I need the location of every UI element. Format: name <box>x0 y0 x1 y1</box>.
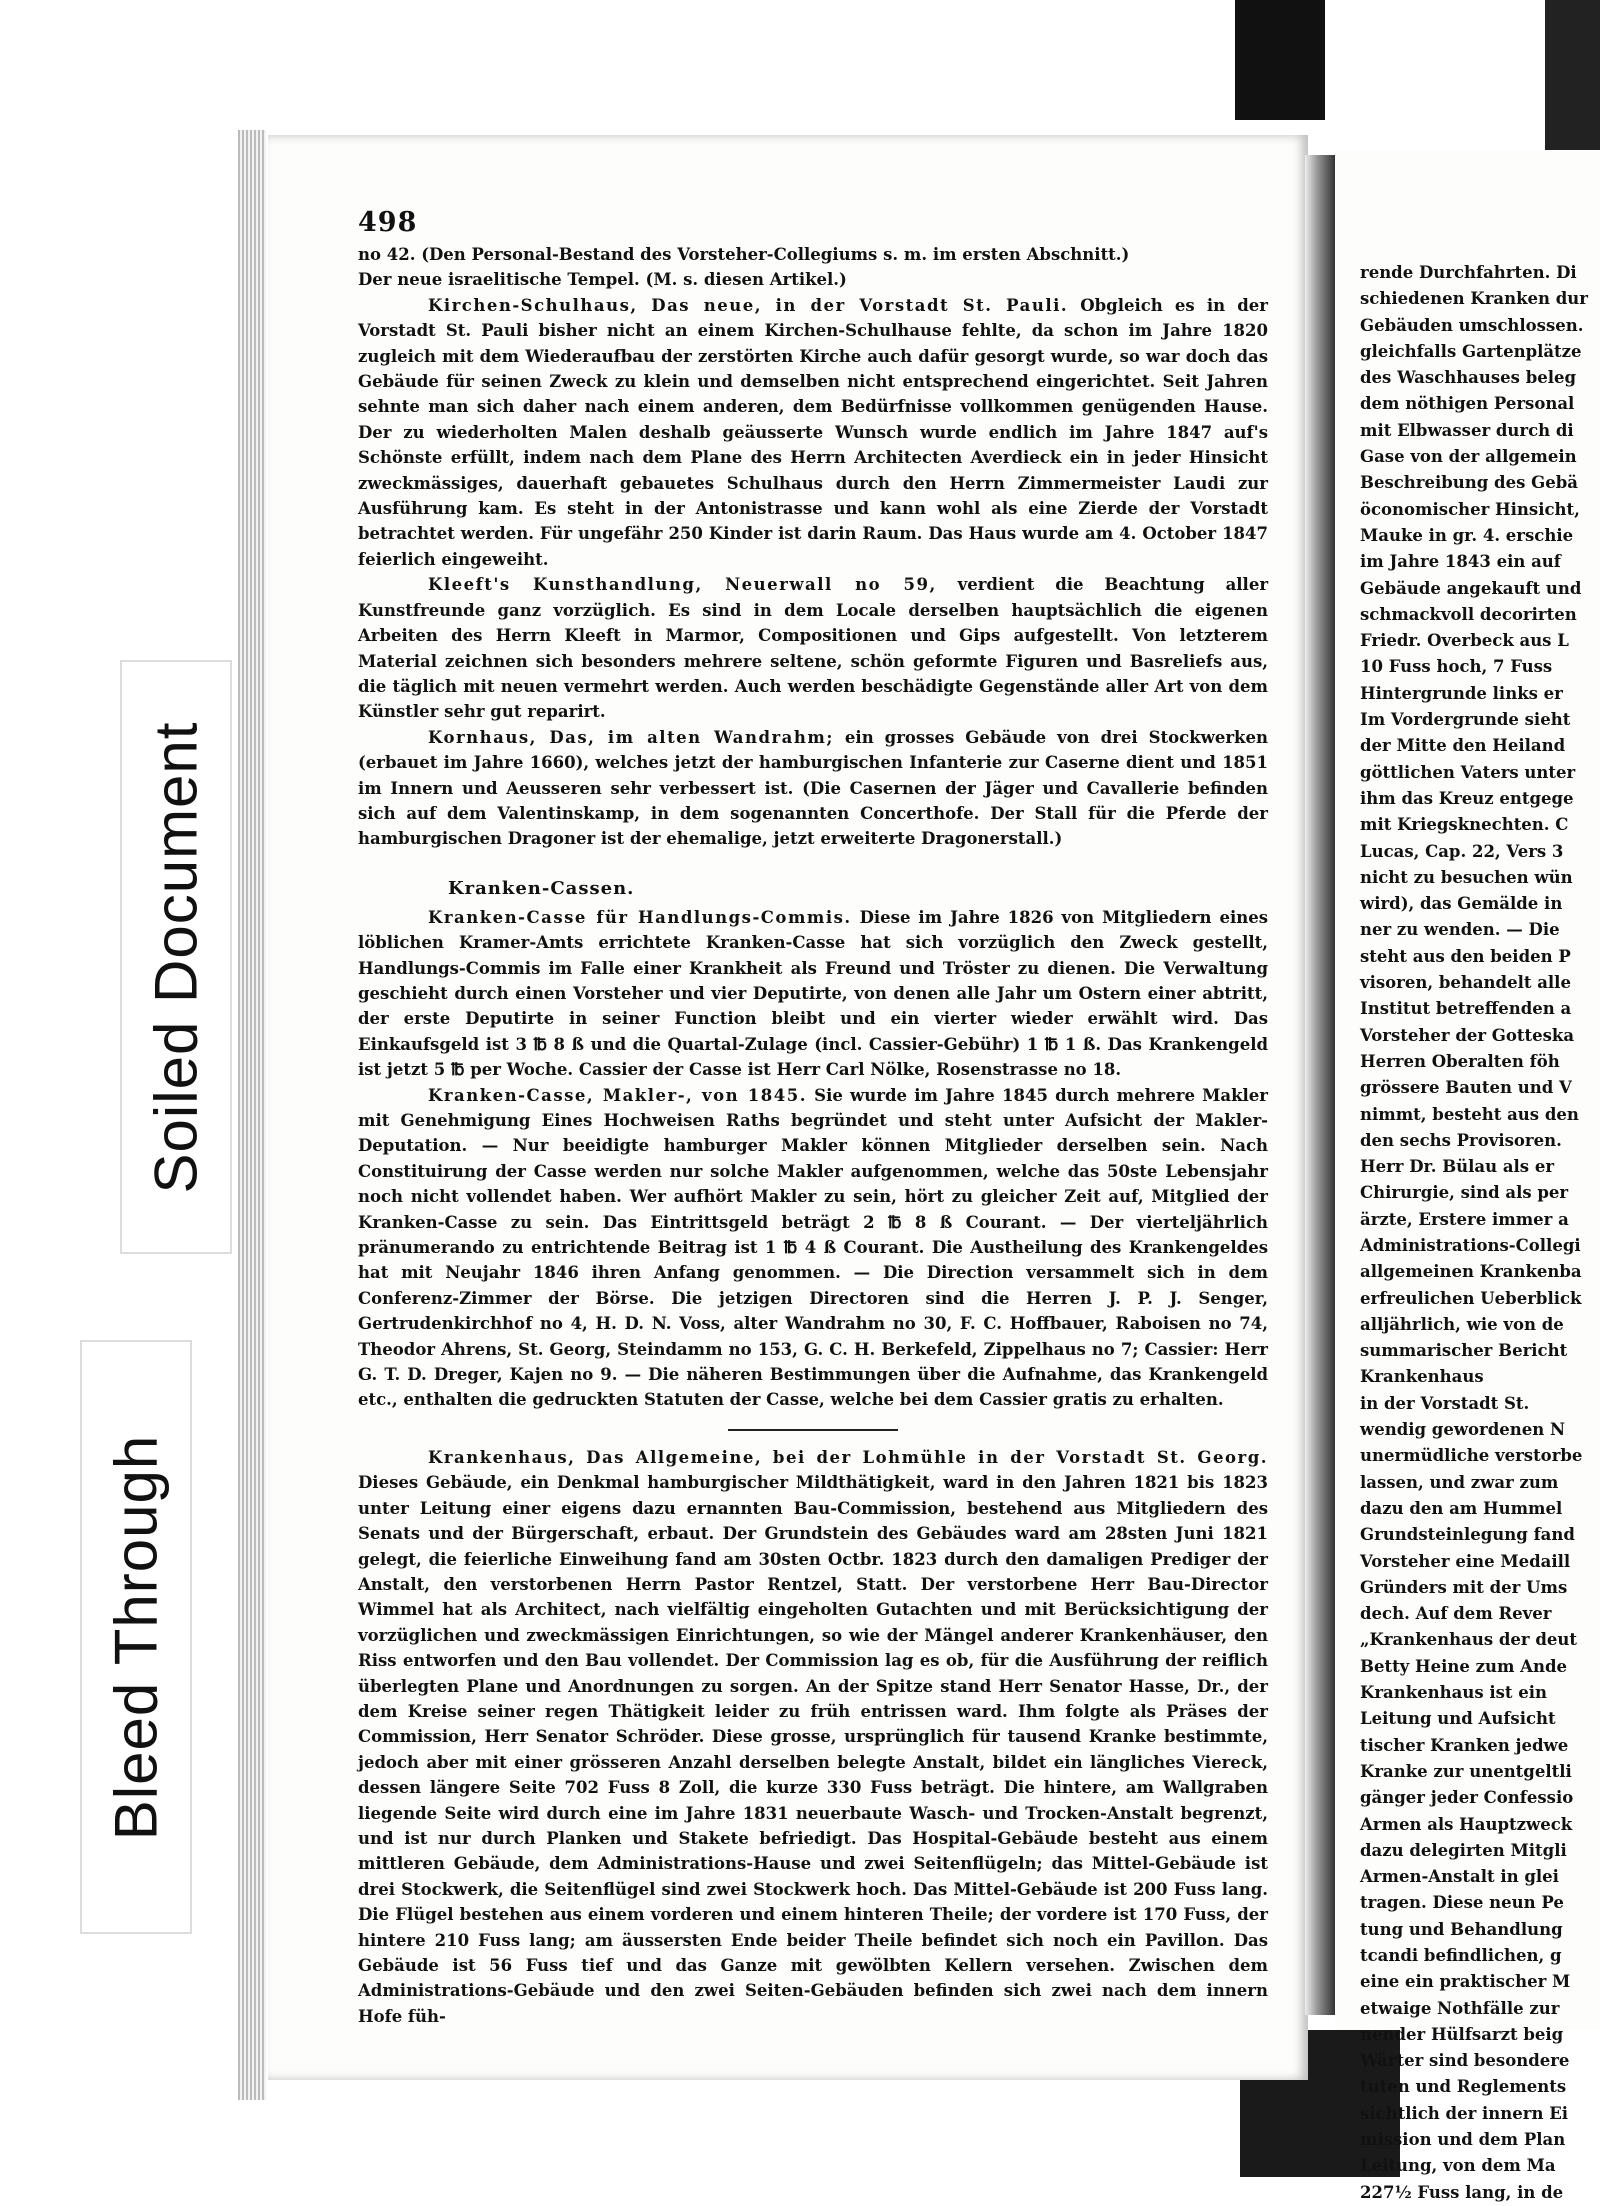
right-page-line: Institut betreffenden a <box>1360 999 1572 1019</box>
right-page-line: ihm das Kreuz entgege <box>1360 788 1574 808</box>
right-page-line: alljährlich, wie von de <box>1360 1314 1564 1334</box>
right-page-line: dazu den am Hummel <box>1360 1498 1563 1518</box>
right-page-line: Armen als Hauptzweck <box>1360 1814 1573 1834</box>
section-divider <box>728 1429 898 1431</box>
entry-kleefts-kunsthandlung <box>358 572 1268 724</box>
right-page-line: Armen-Anstalt in glei <box>1360 1867 1559 1887</box>
entry-text: Diese im Jahre 1826 von Mitgliedern eines löblichen Kramer-Amts errichtete Kranken-Casse hat sich vorzüglich den Zweck gestellt, Handlungs-Commis im Falle einer Krankheit als Freund und Tröster zu dienen. Die Verwaltung geschieht durch einen Vorsteher und vier Deputirte, von denen alle Jahr um Ostern einer abtritt, der erste Deputirte in seiner Function bleibt und ein vierter wieder erwählt wird. Das Einkaufsgeld ist 3 ℔ 8 ß und die Quartal-Zulage (incl. Cassier-Gebühr) 1 ℔ 1 ß. Das Krankengeld ist jetzt 5 ℔ per Woche. Cassier der Casse ist Herr Carl Nölke, Rosenstrasse no 18. <box>358 907 1268 1080</box>
right-page-line: den sechs Provisoren. <box>1360 1130 1562 1150</box>
entry-head: Kranken-Casse für Handlungs-Commis. <box>428 907 852 927</box>
right-page-line: mit Elbwasser durch di <box>1360 420 1574 440</box>
right-page-line: tung und Behandlung <box>1360 1919 1563 1939</box>
right-page-line: Mauke in gr. 4. erschie <box>1360 525 1574 545</box>
entry-text: verdient die Beachtung aller Kunstfreunde ganz vorzüglich. Es sind in dem Locale derselben hauptsächlich die eigenen Arbeiten des Herrn Kleeft in Marmor, Compositionen und Gips aufgestellt. Von letzterem Material zeichnen sich besonders mehrere seltene, schön geformte Figuren und Basreliefs aus, die täglich mit neuen vermehrt werden. Auch werden beschädigte Gegenstände aller Art von dem Künstler sehr gut reparirt. <box>358 575 1269 722</box>
right-page-line: etwaige Nothfälle zur <box>1360 1998 1560 2018</box>
entry-text: ein grosses Gebäude von drei Stockwerken (erbauet im Jahre 1660), welches jetzt der hamburgischen Infanterie zur Caserne dient und 1851 im Innern und Aeusseren sehr verbessert ist. (Die Casernen der Jäger und Cavallerie befinden sich auf dem Valentinskamp, in dem sogenannten Concerthofe. Der Stall für die Pferde der hamburgischen Dragoner ist der ehemalige, jetzt erweiterte Dragonerstall.) <box>358 727 1268 849</box>
entry-krankenhaus-allgemeine <box>358 1445 1268 2029</box>
right-page-line: öconomischer Hinsicht, <box>1360 499 1580 519</box>
intro-line-1: no 42. (Den Personal-Bestand des Vorsteher-Collegiums s. m. im ersten Abschnitt.) <box>358 245 1130 264</box>
right-page-line: tcandi befindlichen, g <box>1360 1946 1562 1965</box>
right-page-line: Herr Dr. Bülau als er <box>1360 1157 1555 1177</box>
right-page-line: Hintergrunde links er <box>1360 683 1563 703</box>
right-page-line: Wärter sind besondere <box>1360 2051 1570 2071</box>
entry-text: Obgleich es in der Vorstadt St. Pauli bisher nicht an einem Kirchen-Schulhause fehlte, da schon im Jahre 1820 zugleich mit dem Wiederaufbau der zerstörten Kirche auch dafür gesorgt wurde, so war doch das Gebäude für seinen Zweck zu klein und demselben nicht entsprechend eingerichtet. Seit Jahren sehnte man sich daher nach einem anderen, dem Bedürfnisse vollkommen genügenden Hause. Der zu wiederholten Malen deshalb geäusserte Wunsch wurde endlich im Jahre 1847 auf's Schönste erfüllt, indem nach dem Plane des Herrn Architecten Averdieck ein in jeder Hinsicht zweckmässiges, dauerhaft gebauetes Schulhaus durch den Herrn Zimmermeister Laudi zur Ausführung kam. Es steht in der Antonistrasse und kann wohl als eine Zierde der Vorstadt betrachtet werden. Für ungefähr 250 Kinder ist darin Raum. Das Haus wurde am 4. October 1847 feierlich eingeweiht. <box>358 295 1268 569</box>
right-page-line: summarischer Bericht <box>1360 1341 1568 1361</box>
right-page-line: nimmt, besteht aus den <box>1360 1104 1579 1124</box>
right-page-line: tuten und Reglements <box>1360 2077 1567 2097</box>
right-page-line: Gebäuden umschlossen. <box>1360 315 1584 335</box>
right-page-line: Vorsteher der Gotteska <box>1360 1025 1575 1045</box>
entry-head: Kranken-Casse, Makler-, von 1845. <box>428 1085 807 1105</box>
right-page-line: Chirurgie, sind als per <box>1360 1183 1569 1203</box>
right-page-line: eine ein praktischer M <box>1360 1972 1571 1992</box>
right-page-line: im Jahre 1843 ein auf <box>1360 552 1561 572</box>
right-page-line: grössere Bauten und V <box>1360 1078 1572 1098</box>
right-page-line: ärzte, Erstere immer a <box>1360 1209 1569 1229</box>
right-page <box>1335 150 1600 2202</box>
page-edges <box>238 130 266 2100</box>
left-page <box>268 135 1308 2080</box>
right-page-text <box>1360 260 1600 2206</box>
entry-kornhaus <box>358 725 1268 852</box>
entry-kranken-casse-makler <box>358 1083 1268 1413</box>
right-page-line: gleichfalls Gartenplätze <box>1360 341 1582 361</box>
right-page-line: des Waschhauses beleg <box>1360 368 1577 388</box>
bleed-through-text: Bleed Through <box>102 1434 170 1840</box>
right-page-line: Administrations-Collegi <box>1360 1235 1581 1255</box>
entry-head: Krankenhaus, Das Allgemeine, bei der Lohmühle in der Vorstadt St. Georg. <box>428 1447 1268 1467</box>
right-page-line: Lucas, Cap. 22, Vers 3 <box>1360 841 1564 861</box>
right-page-line: mission und dem Plan <box>1360 2130 1566 2150</box>
right-page-line: dech. Auf dem Rever <box>1360 1604 1552 1624</box>
right-page-line: unermüdliche verstorbe <box>1360 1446 1583 1466</box>
right-page-line: sichtlich der innern Ei <box>1360 2103 1569 2123</box>
entry-kranken-casse-commis <box>358 905 1268 1083</box>
right-page-line: Herren Oberalten föh <box>1360 1051 1560 1071</box>
right-page-line: Leitung, von dem Ma <box>1360 2156 1556 2176</box>
right-page-line: allgemeinen Krankenba <box>1360 1262 1582 1282</box>
right-page-line: schiedenen Kranken dur <box>1360 289 1588 309</box>
right-page-line: Krankenhaus ist ein <box>1360 1683 1548 1703</box>
right-page-line: Grundsteinlegung fand <box>1360 1525 1575 1545</box>
right-page-line: göttlichen Vaters unter <box>1360 762 1576 782</box>
right-page-line: schmackvoll decorirten <box>1360 604 1577 624</box>
entry-head: Kornhaus, Das, im alten Wandrahm; <box>428 727 834 747</box>
entry-text: Dieses Gebäude, ein Denkmal hamburgischer Mildthätigkeit, ward in den Jahren 1821 bis 1823 unter Leitung einer eigens dazu ernannten Bau-Commission, bestehend aus Mitgliedern des Senats und der Bürgerschaft, erbaut. Der Grundstein des Gebäudes ward am 28sten Juni 1821 gelegt, die feierliche Einweihung fand am 30sten Octbr. 1823 durch den damaligen Prediger der Anstalt, den verstorbenen Herrn Pastor Rentzel, Statt. Der verstorbene Herr Bau-Director Wimmel hat als Architect, nach vielfältig eingeholten Gutachten und mit Berücksichtigung der vorzüglichen und zweckmässigen Einrichtungen, so wie der Mängel anderer Krankenhäuser, den Riss entworfen und den Bau vollendet. Der Commission lag es ob, für die Ausführung der reiflich überlegten Plane und Anordnungen zu sorgen. An der Spitze stand Herr Senator Hasse, Dr., der dem Kreise seiner regen Thätigkeit leider zu früh entrissen ward. Ihm folgte als Präses der Commission, Herr Senator Schröder. Diese grosse, ursprünglich für tausend Kranke bestimmte, jedoch aber mit einer grösseren Anzahl derselben belegte Anstalt, bildet ein längliches Viereck, dessen längere Seite 702 Fuss 8 Zoll, die kurze 330 Fuss beträgt. Die hintere, am Wallgraben liegende Seite wird durch eine im Jahre 1831 neuerbaute Wasch- und Trocken-Anstalt begrenzt, und ist nur durch Planken und Stakete befriedigt. Das Hospital-Gebäude besteht aus einem mittleren Gebäude, dem Administrations-Hause und zwei Seitenflügeln; das Mittel-Gebäude ist drei Stockwerk, die Seitenflügel sind zwei Stockwerk hoch. Das Mittel-Gebäude ist 200 Fuss lang. Die Flügel bestehen aus einem vorderen und einem hinteren Theile; der vordere ist 170 Fuss, der hintere 210 Fuss lang; am äussersten Ende beider Theile befindet sich noch ein Pavillon. Das Gebäude ist 56 Fuss tief und das Ganze mit gewölbten Kellern versehen. Zwischen dem Administrations-Gebäude und den zwei Seiten-Gebäuden befinden sich zwei nach dem innern Hofe füh- <box>358 1473 1268 2026</box>
left-page-text <box>358 207 1268 2029</box>
right-page-line: Im Vordergrunde sieht <box>1360 710 1571 730</box>
binding-shadow-top <box>1235 0 1325 120</box>
right-page-line: in der Vorstadt St. <box>1360 1393 1530 1413</box>
right-page-line: wird), das Gemälde in <box>1360 894 1563 914</box>
right-page-line: Gase von der allgemein <box>1360 447 1577 467</box>
right-page-line: Leitung und Aufsicht <box>1360 1709 1556 1729</box>
right-page-line: Gründers mit der Ums <box>1360 1577 1568 1597</box>
right-page-line: Betty Heine zum Ande <box>1360 1656 1568 1676</box>
bleed-through-label <box>80 1340 192 1934</box>
page-number: 498 <box>358 207 418 238</box>
right-page-line: Friedr. Overbeck aus L <box>1360 631 1569 651</box>
intro-line-2: Der neue israelitische Tempel. (M. s. diesen Artikel.) <box>358 270 847 290</box>
right-page-line: dazu delegirten Mitgli <box>1360 1840 1567 1860</box>
section-title: Kranken-Cassen. <box>448 877 635 899</box>
right-page-line: Krankenhaus <box>1360 1367 1484 1387</box>
right-page-line: lassen, und zwar zum <box>1360 1472 1559 1492</box>
right-page-line: rende Durchfahrten. Di <box>1360 263 1577 282</box>
right-page-line: der Mitte den Heiland <box>1360 736 1566 756</box>
right-page-line: „Krankenhaus der deut <box>1360 1630 1577 1650</box>
right-page-line: ner zu wenden. — Die <box>1360 920 1560 940</box>
entry-text: Sie wurde im Jahre 1845 durch mehrere Makler mit Genehmigung Eines Hochweisen Raths begründet und steht unter Aufsicht der Makler-Deputation. — Nur beeidigte hamburger Makler können Mitglieder derselben sein. Nach Constituirung der Casse werden nur solche Makler aufgenommen, welche das 50ste Lebensjahr noch nicht vollendet haben. Wer aufhört Makler zu sein, hört zu gleicher Zeit auf, Mitglied der Kranken-Casse zu sein. Das Eintrittsgeld beträgt 2 ℔ 8 ß Courant. — Der vierteljährlich pränumerando zu entrichtende Beitrag ist 1 ℔ 4 ß Courant. Die Austheilung des Krankengeldes hat mit Neujahr 1846 ihren Anfang genommen. — Die Direction versammelt sich in dem Conferenz-Zimmer der Börse. Die jetzigen Directoren sind die Herren J. P. J. Senger, Gertrudenkirchhof no 4, H. D. N. Voss, alter Wandrahm no 30, F. C. Hoffbauer, Raboisen no 74, Theodor Ahrens, St. Georg, Steindamm no 153, G. C. H. Berkefeld, Zippelhaus no 7; Cassier: Herr G. T. D. Dreger, Kajen no 9. — Die näheren Bestimmungen über die Aufnahme, das Krankengeld etc., enthalten die gedruckten Statuten der Casse, welche bei dem Cassier gratis zu erhalten. <box>358 1085 1269 1410</box>
right-page-line: steht aus den beiden P <box>1360 946 1571 966</box>
right-page-line: gänger jeder Confessio <box>1360 1788 1574 1808</box>
entry-head: Kirchen-Schulhaus, Das neue, in der Vorstadt St. Pauli. <box>428 295 1069 315</box>
right-page-line: mit Kriegsknechten. C <box>1360 815 1569 835</box>
entry-kirchen-schulhaus <box>358 293 1268 572</box>
right-page-line: nender Hülfsarzt beig <box>1360 2024 1564 2044</box>
entry-head: Kleeft's Kunsthandlung, Neuerwall no 59, <box>428 575 937 595</box>
soiled-document-label <box>120 660 232 1254</box>
right-page-line: Gebäude angekauft und <box>1360 578 1582 598</box>
right-page-line: dem nöthigen Personal <box>1360 394 1575 414</box>
right-page-line: nicht zu besuchen wün <box>1360 867 1573 887</box>
right-page-line: wendig gewordenen N <box>1360 1420 1566 1440</box>
soiled-document-text: Soiled Document <box>142 721 210 1193</box>
right-page-line: visoren, behandelt alle <box>1360 973 1571 993</box>
gutter-shadow <box>1305 155 1335 2015</box>
right-page-line: tischer Kranken jedwe <box>1360 1735 1569 1755</box>
right-page-line: 10 Fuss hoch, 7 Fuss <box>1360 657 1553 677</box>
right-page-line: Vorsteher eine Medaill <box>1360 1551 1571 1571</box>
right-page-line: Kranke zur unentgeltli <box>1360 1761 1572 1781</box>
right-page-line: 227½ Fuss lang, in de <box>1360 2182 1564 2202</box>
right-page-line: erfreulichen Ueberblick <box>1360 1288 1582 1308</box>
right-page-line: Beschreibung des Gebä <box>1360 473 1578 493</box>
right-page-line: tragen. Diese neun Pe <box>1360 1893 1564 1913</box>
